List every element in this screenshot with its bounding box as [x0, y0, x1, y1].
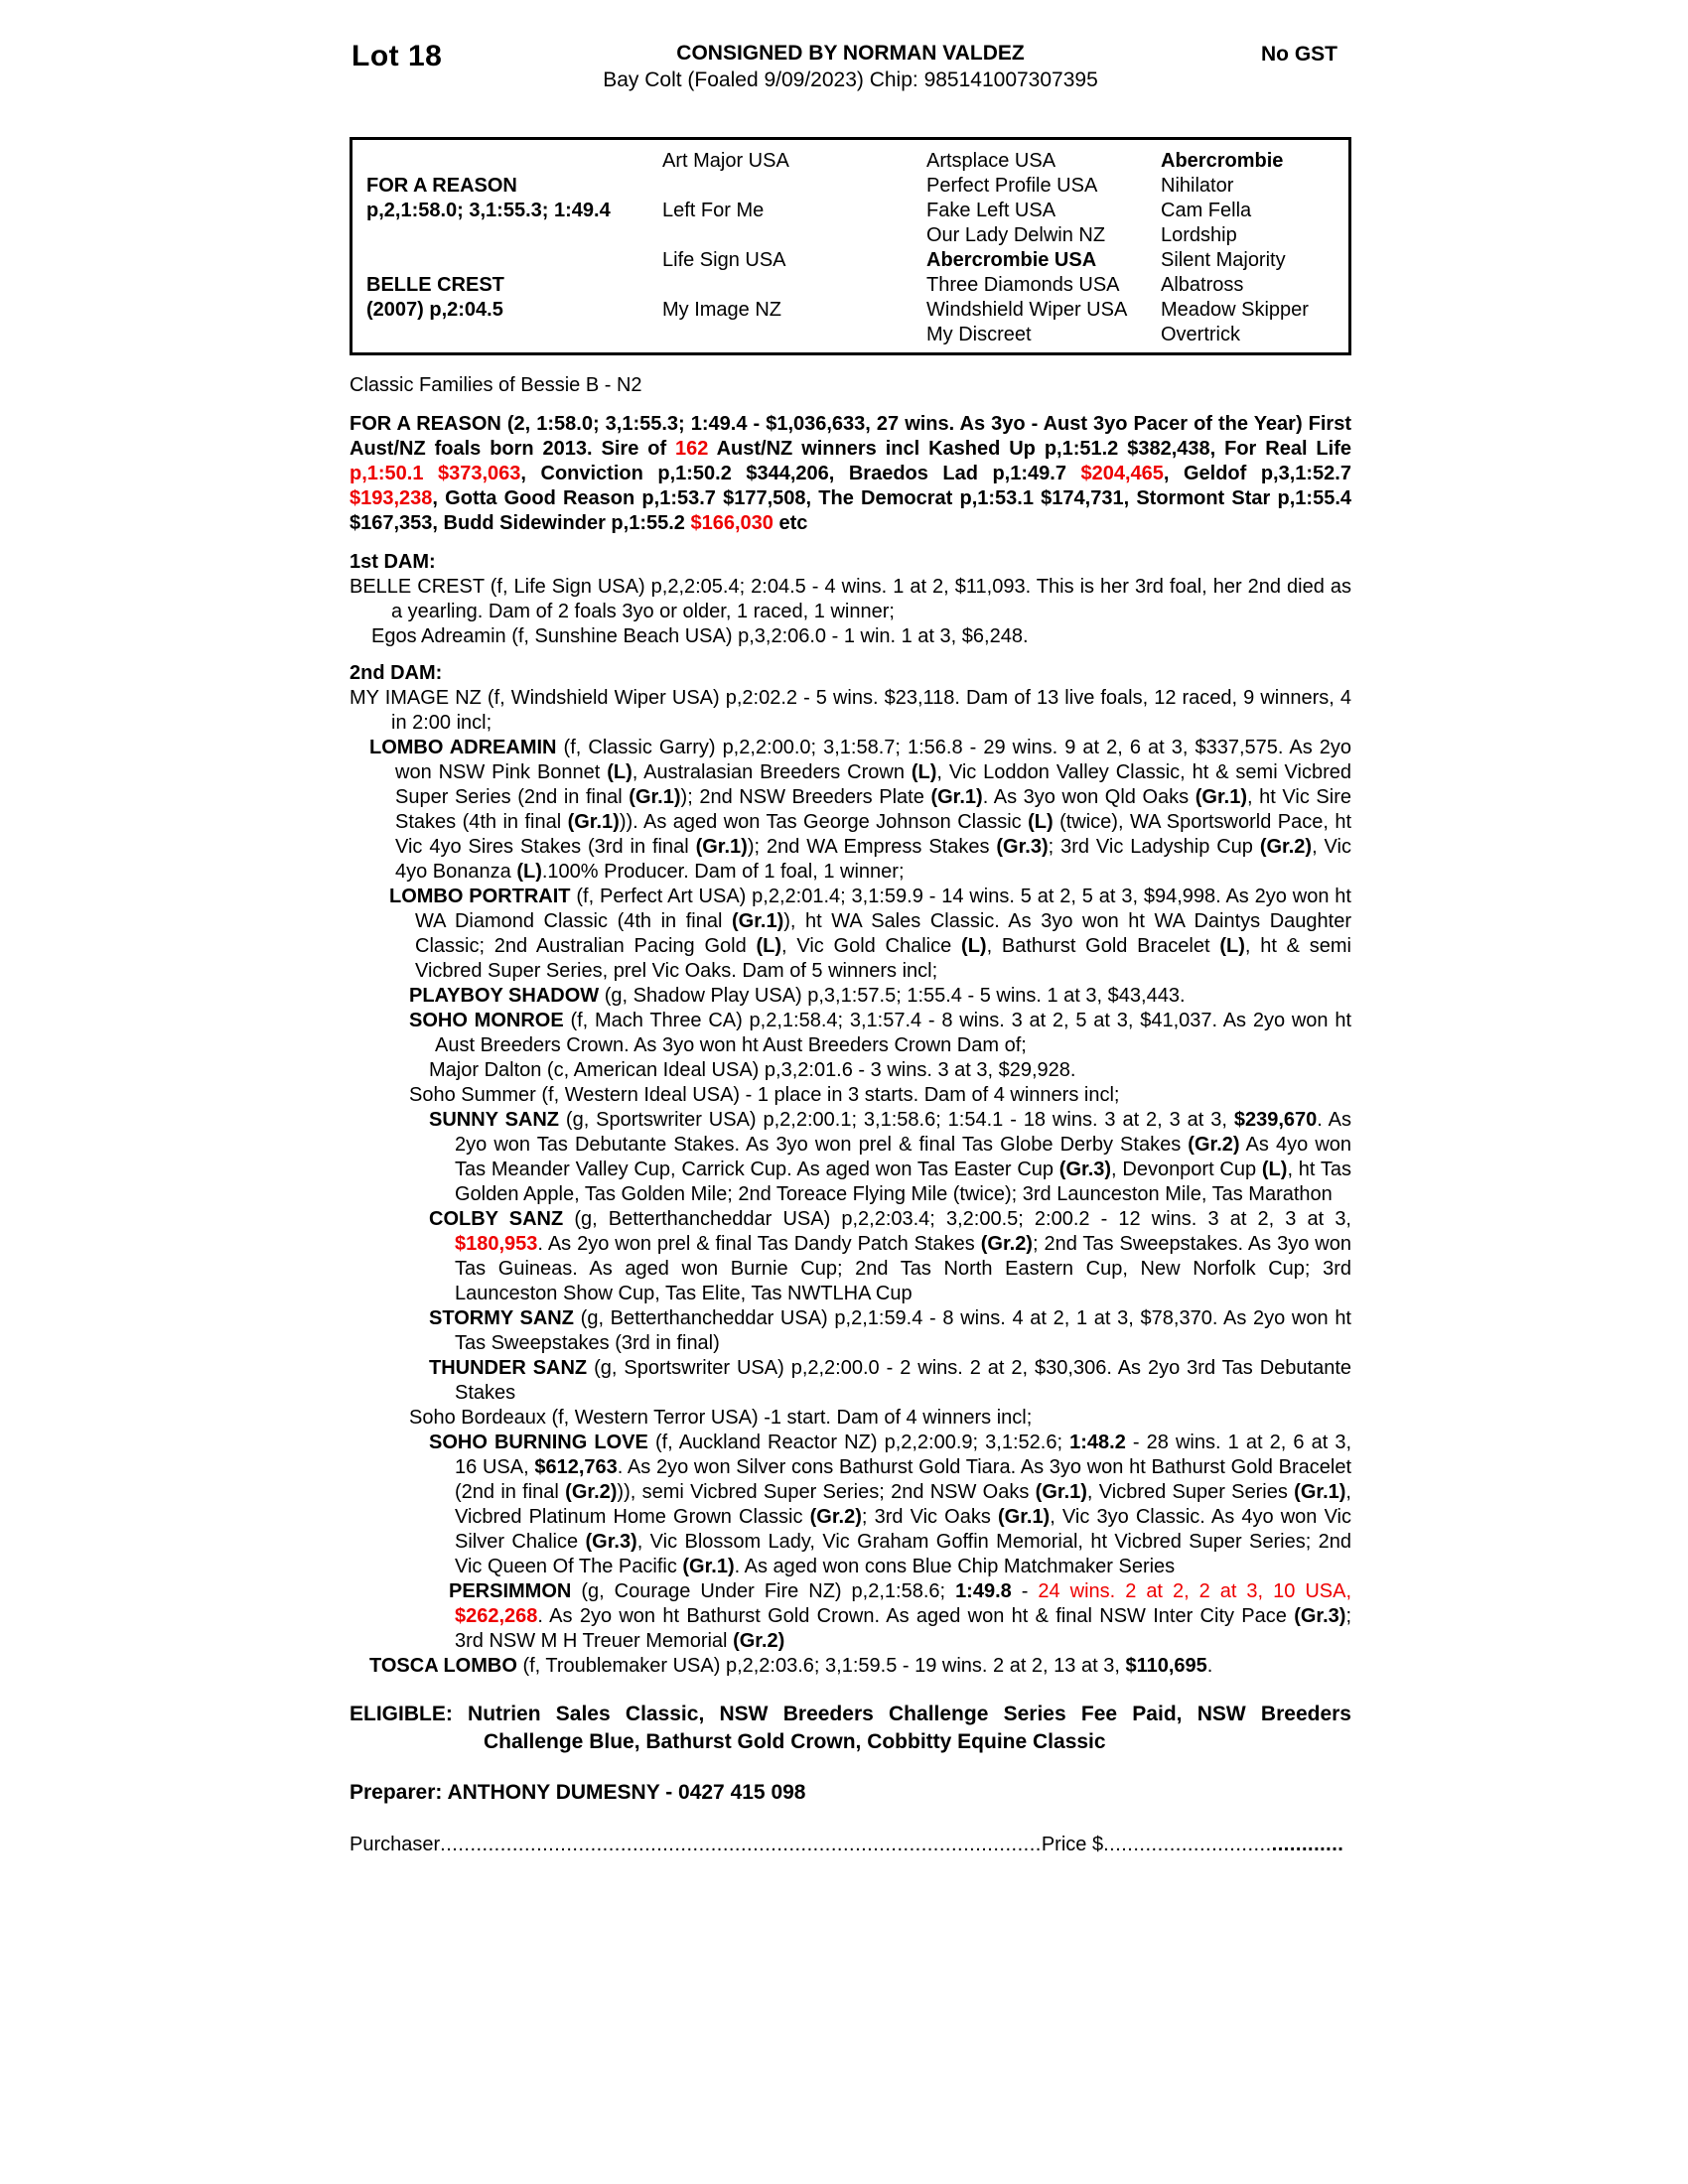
- pedigree-row: [366, 174, 1348, 199]
- pedigree-row: [366, 149, 1348, 174]
- second-dam-heading: 2nd DAM:: [350, 662, 443, 684]
- note-lombo-adreamin: LOMBO ADREAMIN (f, Classic Garry) p,2,2:00.0; 3,1:58.7; 1:56.8 - 29 wins. 9 at 2, 6 at 3, $337,575. As 2yo won NSW Pink Bonnet (L), Australasian Breeders Crown (L), Vic Loddon Valley Classic, ht & semi Vicbred Super Series (2nd in final (Gr.1)); 2nd NSW Breeders Plate (Gr.1). As 3yo won Qld Oaks (Gr.1), ht Vic Sire Stakes (4th in final (Gr.1))). As aged won Tas George Johnson Classic (L) (twice), WA Sportsworld Pace, ht Vic 4yo Sires Stakes (3rd in final (Gr.1)); 2nd WA Empress Stakes (Gr.3); 3rd Vic Ladyship Cup (Gr.2), Vic 4yo Bonanza (L).100% Producer. Dam of 1 foal, 1 winner;: [369, 737, 1352, 883]
- note-soho-burning-love: SOHO BURNING LOVE (f, Auckland Reactor NZ) p,2,2:00.9; 3,1:52.6; 1:48.2 - 28 wins. 1 at 2, 6 at 3, 16 USA, $612,763. As 2yo won Silver cons Bathurst Gold Tiara. As 3yo won ht Bathurst Gold Bracelet (2nd in final (Gr.2))), semi Vicbred Super Series; 2nd NSW Oaks (Gr.1), Vicbred Super Series (Gr.1), Vicbred Platinum Home Grown Classic (Gr.2); 3rd Vic Oaks (Gr.1), Vic 3yo Classic. As 4yo won Vic Silver Chalice (Gr.3), Vic Blossom Lady, Vic Graham Goffin Memorial, ht Vicbred Super Series; 2nd Vic Queen Of The Pacific (Gr.1). As aged won cons Blue Chip Matchmaker Series: [429, 1432, 1352, 1577]
- price-dotted-line: ............................: [1103, 1834, 1272, 1855]
- price-dotted-line-bold: ............: [1271, 1834, 1344, 1855]
- note-persimmon: PERSIMMON (g, Courage Under Fire NZ) p,2,1:58.6; 1:49.8 - 24 wins. 2 at 2, 2 at 3, 10 USA, $262,268. As 2yo won ht Bathurst Gold Crown. As aged won ht & final NSW Inter City Pace (Gr.3); 3rd NSW M H Treuer Memorial (Gr.2): [449, 1580, 1351, 1652]
- pedigree-cell: Artsplace USA: [926, 150, 1056, 172]
- eligibility-line: ELIGIBLE: Nutrien Sales Classic, NSW Breeders Challenge Series Fee Paid, NSW Breeders Challenge Blue, Bathurst Gold Crown, Cobbitty Equine Classic: [350, 1703, 1351, 1753]
- consignor-line: CONSIGNED BY NORMAN VALDEZ: [676, 42, 1025, 65]
- note-sunny-sanz: SUNNY SANZ (g, Sportswriter USA) p,2,2:00.1; 3,1:58.6; 1:54.1 - 18 wins. 3 at 2, 3 at 3, $239,670. As 2yo won Tas Debutante Stakes. As 3yo won prel & final Tas Globe Derby Stakes (Gr.2) As 4yo won Tas Meander Valley Cup, Carrick Cup. As aged won Tas Easter Cup (Gr.3), Devonport Cup (L), ht Tas Golden Apple, Tas Golden Mile; 2nd Toreace Flying Mile (twice); 3rd Launceston Mile, Tas Marathon: [429, 1109, 1352, 1205]
- sire-summary: FOR A REASON (2, 1:58.0; 3,1:55.3; 1:49.4 - $1,036,633, 27 wins. As 3yo - Aust 3yo Pacer of the Year) First Aust/NZ foals born 2013. Sire of 162 Aust/NZ winners incl Kashed Up p,1:51.2 $382,438, For Real Life p,1:50.1 $373,063, Conviction p,1:50.2 $344,206, Braedos Lad p,1:49.7 $204,465, Geldof p,3,1:52.7 $193,238, Gotta Good Reason p,1:53.7 $177,508, The Democrat p,1:53.1 $174,731, Stormont Star p,1:55.4 $167,353, Budd Sidewinder p,1:55.2 $166,030 etc: [350, 413, 1351, 534]
- pedigree-cell: Cam Fella: [1161, 200, 1252, 221]
- pedigree-row: [366, 298, 1348, 323]
- pedigree-cell: My Image NZ: [662, 299, 782, 321]
- pedigree-cell: Abercrombie USA: [926, 249, 1097, 271]
- purchaser-label: Purchaser: [350, 1834, 441, 1855]
- note-playboy-shadow: PLAYBOY SHADOW (g, Shadow Play USA) p,3,1:57.5; 1:55.4 - 5 wins. 1 at 3, $43,443.: [409, 985, 1186, 1007]
- note-major-dalton: Major Dalton (c, American Ideal USA) p,3,2:01.6 - 3 wins. 3 at 3, $29,928.: [429, 1059, 1076, 1081]
- pedigree-cell: [366, 323, 662, 347]
- note-belle-crest: BELLE CREST (f, Life Sign USA) p,2,2:05.4; 2:04.5 - 4 wins. 1 at 2, $11,093. This is her 3rd foal, her 2nd died as a yearling. Dam of 2 foals 3yo or older, 1 raced, 1 winner;: [350, 576, 1351, 622]
- pedigree-cell: p,2,1:58.0; 3,1:55.3; 1:49.4: [366, 200, 611, 221]
- pedigree-cell: Lordship: [1161, 224, 1237, 246]
- page-header: [350, 40, 1351, 121]
- family-classification: Classic Families of Bessie B - N2: [350, 374, 642, 396]
- pedigree-cell: Meadow Skipper: [1161, 299, 1309, 321]
- purchaser-price-line: [350, 1833, 1351, 1857]
- note-thunder-sanz: THUNDER SANZ (g, Sportswriter USA) p,2,2:00.0 - 2 wins. 2 at 2, $30,306. As 2yo 3rd Tas Debutante Stakes: [429, 1357, 1351, 1404]
- pedigree-cell: [366, 248, 662, 273]
- pedigree-cell: Nihilator: [1161, 175, 1234, 197]
- note-stormy-sanz: STORMY SANZ (g, Betterthancheddar USA) p,2,1:59.4 - 8 wins. 4 at 2, 1 at 3, $78,370. As 2yo won ht Tas Sweepstakes (3rd in final): [429, 1307, 1351, 1354]
- header-center: [350, 40, 1351, 93]
- pedigree-table: [350, 137, 1351, 355]
- note-colby-sanz: COLBY SANZ (g, Betterthancheddar USA) p,2,2:03.4; 3,2:00.5; 2:00.2 - 12 wins. 3 at 2, 3 at 3, $180,953. As 2yo won prel & final Tas Dandy Patch Stakes (Gr.2); 2nd Tas Sweepstakes. As 3yo won Tas Guineas. As aged won Burnie Cup; 2nd Tas North Eastern Cup, New Norfolk Cup; 3rd Launceston Show Cup, Tas Elite, Tas NWTLHA Cup: [429, 1208, 1351, 1304]
- note-soho-monroe: SOHO MONROE (f, Mach Three CA) p,2,1:58.4; 3,1:57.4 - 8 wins. 3 at 2, 5 at 3, $41,037. As 2yo won ht Aust Breeders Crown. As 3yo won ht Aust Breeders Crown Dam of;: [409, 1010, 1351, 1056]
- note-soho-summer: Soho Summer (f, Western Ideal USA) - 1 place in 3 starts. Dam of 4 winners incl;: [409, 1084, 1120, 1106]
- pedigree-cell: [366, 223, 662, 248]
- note-lombo-portrait: LOMBO PORTRAIT (f, Perfect Art USA) p,2,2:01.4; 3,1:59.9 - 14 wins. 5 at 2, 5 at 3, $94,998. As 2yo won ht WA Diamond Classic (4th in final (Gr.1)), ht WA Sales Classic. As 3yo won ht WA Daintys Daughter Classic; 2nd Australian Pacing Gold (L), Vic Gold Chalice (L), Bathurst Gold Bracelet (L), ht & semi Vicbred Super Series, prel Vic Oaks. Dam of 5 winners incl;: [389, 886, 1351, 982]
- pedigree-cell: Perfect Profile USA: [926, 175, 1098, 197]
- pedigree-cell: Left For Me: [662, 200, 765, 221]
- first-dam-heading: 1st DAM:: [350, 551, 436, 573]
- pedigree-cell: [662, 323, 926, 347]
- pedigree-cell: BELLE CREST: [366, 274, 504, 296]
- pedigree-row: [366, 323, 1348, 347]
- gst-status: No GST: [1261, 43, 1337, 66]
- pedigree-cell: Albatross: [1161, 274, 1244, 296]
- pedigree-cell: Life Sign USA: [662, 249, 786, 271]
- pedigree-cell: FOR A REASON: [366, 175, 517, 197]
- pedigree-cell: Three Diamonds USA: [926, 274, 1120, 296]
- pedigree-cell: [662, 174, 926, 199]
- pedigree-cell: Abercrombie: [1161, 150, 1284, 172]
- pedigree-cell: Our Lady Delwin NZ: [926, 224, 1106, 246]
- pedigree-row: [366, 273, 1348, 298]
- pedigree-cell: [662, 223, 926, 248]
- pedigree-cell: (2007) p,2:04.5: [366, 299, 503, 321]
- note-tosca-lombo: TOSCA LOMBO (f, Troublemaker USA) p,2,2:03.6; 3,1:59.5 - 19 wins. 2 at 2, 13 at 3, $110,695.: [369, 1655, 1213, 1677]
- pedigree-row: [366, 248, 1348, 273]
- horse-description: Bay Colt (Foaled 9/09/2023) Chip: 985141007307395: [603, 68, 1098, 91]
- note-egos-adreamin: Egos Adreamin (f, Sunshine Beach USA) p,3,2:06.0 - 1 win. 1 at 3, $6,248.: [371, 625, 1029, 647]
- pedigree-row: [366, 223, 1348, 248]
- pedigree-cell: Overtrick: [1161, 324, 1240, 345]
- note-soho-bordeaux: Soho Bordeaux (f, Western Terror USA) -1 start. Dam of 4 winners incl;: [409, 1407, 1033, 1429]
- price-label: Price $: [1041, 1834, 1104, 1855]
- purchaser-dotted-line: ....................................................................................................: [440, 1834, 1042, 1855]
- pedigree-cell: Silent Majority: [1161, 249, 1286, 271]
- pedigree-cell: Fake Left USA: [926, 200, 1056, 221]
- note-my-image: MY IMAGE NZ (f, Windshield Wiper USA) p,2:02.2 - 5 wins. $23,118. Dam of 13 live foals, 12 raced, 9 winners, 4 in 2:00 incl;: [350, 687, 1351, 734]
- pedigree-cell: [366, 149, 662, 174]
- pedigree-cell: Windshield Wiper USA: [926, 299, 1128, 321]
- pedigree-cell: [662, 273, 926, 298]
- pedigree-cell: Art Major USA: [662, 150, 789, 172]
- lot-number: Lot 18: [352, 40, 443, 72]
- pedigree-row: [366, 199, 1348, 223]
- preparer-line: Preparer: ANTHONY DUMESNY - 0427 415 098: [350, 1781, 806, 1804]
- pedigree-cell: My Discreet: [926, 324, 1032, 345]
